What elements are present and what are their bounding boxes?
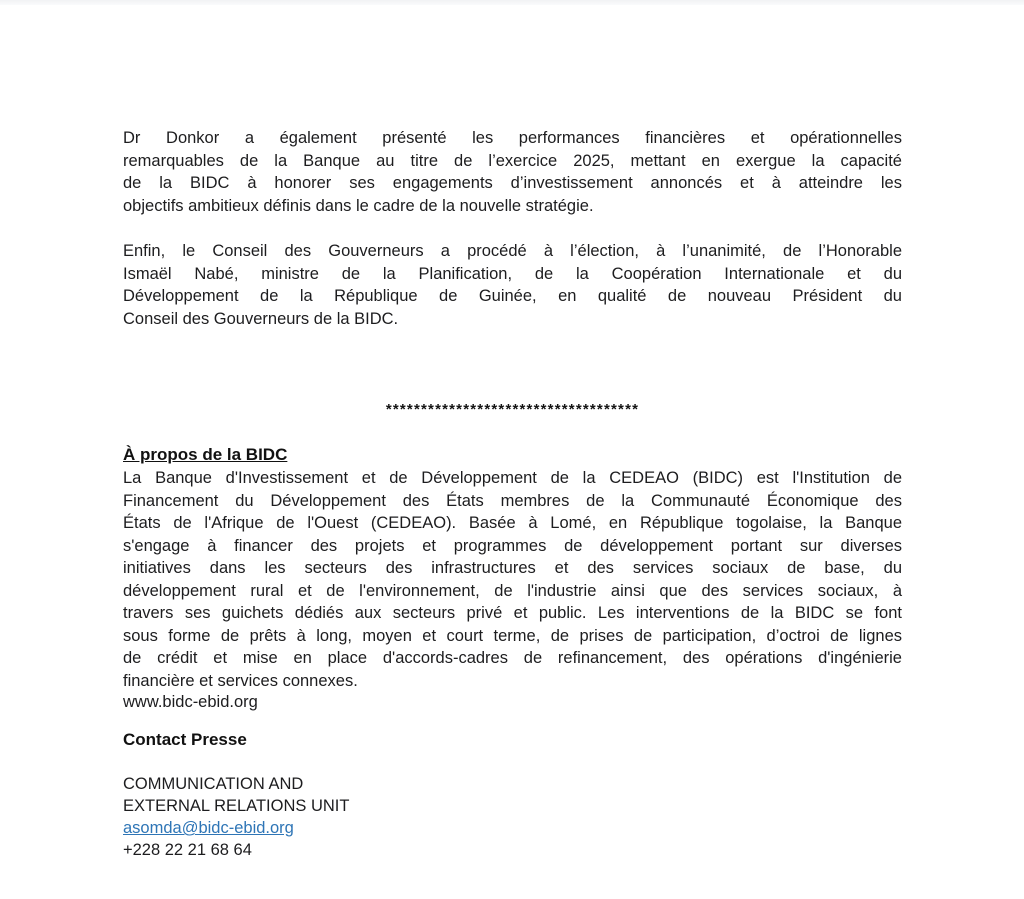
text-line: sous forme de prêts à long, moyen et court terme, de prises de participation, d’octroi de lignes (123, 626, 902, 645)
text-line: États de l'Afrique de l'Ouest (CEDEAO). Basée à Lomé, en République togolaise, la Banque (123, 514, 902, 532)
text-line: La Banque d'Investissement et de Développement de la CEDEAO (BIDC) est l'Institution de (123, 469, 902, 487)
text-line: financière et services connexes. (123, 671, 358, 690)
contact-press-heading: Contact Presse (123, 730, 247, 749)
document-content (123, 0, 902, 899)
about-heading: À propos de la BIDC (123, 445, 288, 464)
text-line: Ismaël Nabé, ministre de la Planification, de la Coopération Internationale et du (123, 264, 902, 283)
about-paragraph (123, 467, 902, 692)
text-line: Développement de la République de Guinée, en qualité de nouveau Président du (123, 287, 902, 305)
email-link[interactable]: asomda@bidc-ebid.org (123, 819, 294, 837)
paragraph-financial-performance (123, 127, 902, 217)
text-line: travers ses guichets dédiés aux secteurs privé et public. Les interventions de la BIDC se font (123, 604, 902, 622)
website-text: www.bidc-ebid.org (123, 693, 258, 711)
text-line: Dr Donkor a également présenté les performances financières et opérationnelles (123, 129, 902, 147)
text-line: initiatives dans les secteurs des infrastructures et des services sociaux de base, du (123, 559, 902, 577)
text-line: Financement du Développement des États membres de la Communauté Économique des (123, 491, 902, 510)
text-line: EXTERNAL RELATIONS UNIT (123, 797, 350, 815)
text-line: développement rural et de l'environnement, de l'industrie ainsi que des services sociaux, à (123, 581, 902, 600)
text-line: de crédit et mise en place d'accords-cadres de refinancement, des opérations d'ingénierie (123, 649, 902, 667)
phone-number: +228 22 21 68 64 (123, 841, 252, 859)
asterisk-separator: ************************************ (385, 401, 640, 418)
text-line: de la BIDC à honorer ses engagements d’investissement annoncés et à atteindre les (123, 174, 902, 192)
text-line: objectifs ambitieux définis dans le cadre de la nouvelle stratégie. (123, 196, 594, 215)
paragraph-governors-election (123, 240, 902, 330)
text-line: Enfin, le Conseil des Gouverneurs a procédé à l’élection, à l’unanimité, de l’Honorable (123, 242, 902, 260)
text-line: s'engage à financer des projets et programmes de développement portant sur diverses (123, 536, 902, 555)
text-line: COMMUNICATION AND (123, 775, 304, 793)
contact-unit-name (123, 773, 902, 817)
text-line: Conseil des Gouverneurs de la BIDC. (123, 309, 399, 328)
text-line: remarquables de la Banque au titre de l’exercice 2025, mettant en exergue la capacité (123, 151, 902, 170)
